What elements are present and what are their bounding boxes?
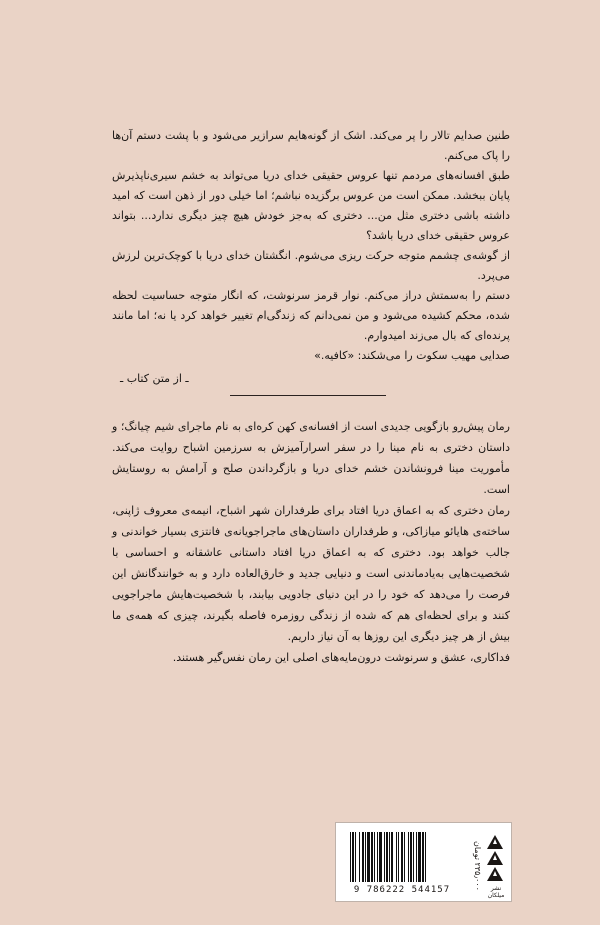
- excerpt-final-line: صدایی مهیب سکوت را می‌شکند: «کافیه.»: [314, 349, 510, 362]
- synopsis-paragraph-1: رمان پیش‌رو بازگویی جدیدی است از افسانه‌ی کهن کره‌ای به نام ماجرای شیم چیانگ؛ و داستان دختری به نام مینا را در سفر اسرارآمیزش به سرزمین اشباح روایت می‌کند. مأموریت مینا فرونشاندن خشم خدای دریا و بازگرداندن صلح و آرامش به روستایش است.: [112, 420, 510, 496]
- book-excerpt: [112, 126, 510, 366]
- isbn-barcode: [348, 832, 460, 884]
- publisher-name: نشر میلکان: [487, 885, 505, 899]
- section-divider: [230, 395, 386, 396]
- excerpt-paragraph-3: از گوشه‌ی چشمم متوجه حرکت ریزی می‌شوم. انگشتان خدای دریا با کوچک‌ترین لرزش می‌پرد.: [112, 249, 510, 282]
- book-synopsis: [112, 416, 510, 668]
- synopsis-paragraph-2: رمان دختری که به اعماق دریا افتاد برای طرفداران شهر اشباح، انیمه‌ی معروف ژاپنی، ساخته‌ی هایائو میازاکی، و طرفداران داستان‌های ماجراجویانه‌ی فانتزی بسیار خواندنی و جالب خواهد بود. دختری که به اعماق دریا افتاد داستانی عاشقانه و احساسی با شخصیت‌هایی به‌یادماندنی است و دنیایی جدید و خارق‌العاده دارد و به خوانندگانش این فرصت را می‌دهد که خود را در این دنیای جادویی بیابند، با شخصیت‌هایش ماجراجویی کنند و برای لحظه‌ای هم که شده از زندگی روزمره فاصله بگیرند، چیزی که همه‌ی ما بیش از هر چیز دیگری این روزها به آن نیاز داریم.: [112, 504, 510, 643]
- mountain-logo-icon: [484, 833, 506, 885]
- price-label: ۲۳۵٫۰۰۰ تومان: [473, 841, 482, 891]
- excerpt-paragraph-1: طنین صدایم تالار را پر می‌کند. اشک از گونه‌هایم سرازیر می‌شود و با پشت دستم آن‌ها را پاک می‌کنم.: [112, 129, 510, 162]
- excerpt-paragraph-4: دستم را به‌سمتش دراز می‌کنم. نوار قرمز سرنوشت، که انگار متوجه حساسیت لحظه شده، محکم کشیده می‌شود و من نمی‌دانم که زندگی‌ام تغییر خواهد کرد یا نه؛ اما مانند پرنده‌ای که بال می‌زند امیدوارم.: [112, 289, 510, 342]
- isbn-number: 9 786222 544157: [353, 885, 451, 895]
- isbn-barcode-panel: [335, 822, 512, 902]
- synopsis-paragraph-3: فداکاری، عشق و سرنوشت درون‌مایه‌های اصلی این رمان نفس‌گیر هستند.: [172, 651, 510, 664]
- excerpt-source-credit: ـ از متن کتاب ـ: [120, 372, 189, 385]
- excerpt-paragraph-2: طبق افسانه‌های مردمم تنها عروس حقیقی خدای دریا می‌تواند به خشم سیری‌ناپذیرش پایان ببخشد. ممکن است من عروس برگزیده نباشم؛ اما خیلی دور از ذهن است که امید داشته باشی دختری مثل من... دختری که به‌جز خودش هیچ چیز دیگری ندارد... بتواند عروس حقیقی خدای دریا باشد؟: [112, 169, 510, 242]
